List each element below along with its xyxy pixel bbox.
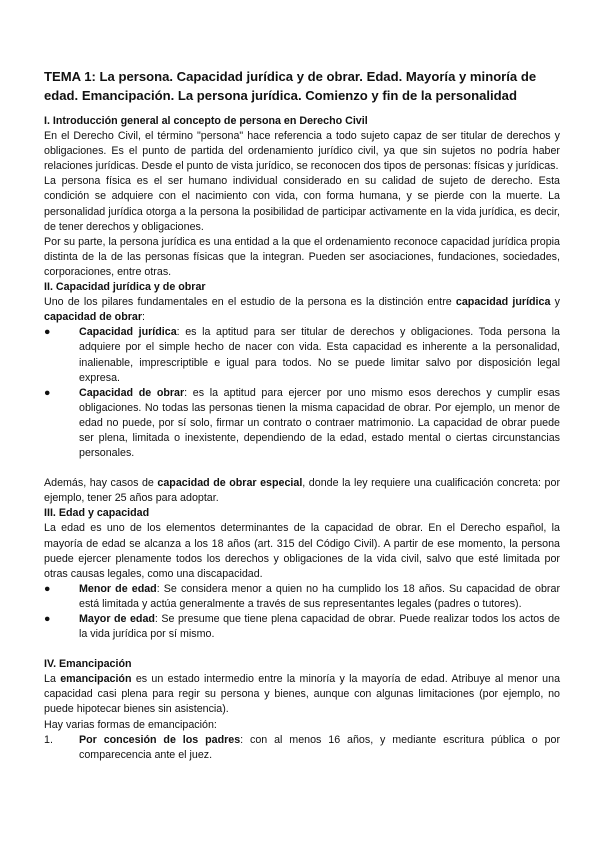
paragraph: Por su parte, la persona jurídica es una entidad a la que el ordenamiento reconoce capacidad jurídica propia distinta de la de las personas físicas que la integran. Pueden ser asociaciones, fundaciones, sociedades, corporaciones, entre otras. — [44, 235, 560, 278]
bullet-icon: ● — [44, 582, 51, 595]
list-item: ● Mayor de edad: Se presume que tiene plena capacidad de obrar. Puede realizar todos los actos de la vida jurídica por sí mismo. — [44, 612, 560, 642]
document-page — [44, 68, 560, 763]
section-heading-1: I. Introducción general al concepto de persona en Derecho Civil — [44, 115, 368, 127]
list-item: ● Menor de edad: Se considera menor a quien no ha cumplido los 18 años. Su capacidad de obrar está limitada y actúa generalmente a través de sus representantes legales (padres o tutores). — [44, 582, 560, 612]
bullet-icon: ● — [44, 326, 51, 339]
paragraph: La edad es uno de los elementos determinantes de la capacidad de obrar. En el Derecho español, la mayoría de edad se alcanza a los 18 años (art. 315 del Código Civil). A partir de ese momento, la persona puede ejercer plenamente todos los derechos y obligaciones de la vida civil, salvo que esté limitada por otras causas legales, como una discapacidad. — [44, 522, 560, 580]
paragraph: La persona física es el ser humano individual considerado en su calidad de sujeto de derecho. Esta condición se adquiere con el nacimiento con vida, con forma humana, y se pierde con la muerte. La personalidad jurídica otorga a la persona la posibilidad de participar activamente en la vida jurídica, es decir, de tener derechos y obligaciones. — [44, 175, 560, 233]
spacer — [44, 461, 560, 476]
numbered-item: 1. Por concesión de los padres: con al menos 16 años, y mediante escritura pública o por comparecencia ante el juez. — [44, 733, 560, 763]
list-item: ● Capacidad jurídica: es la aptitud para ser titular de derechos y obligaciones. Toda persona la adquiere por el simple hecho de nacer con vida. Esta capacidad es inherente a la personalidad, inalienable, imprescriptible e igual para todos. No se puede limitar salvo por disposición legal expresa. — [44, 325, 560, 385]
section-heading-3: III. Edad y capacidad — [44, 507, 150, 520]
section-heading-4: IV. Emancipación — [44, 658, 132, 671]
paragraph: En el Derecho Civil, el término "persona" hace referencia a todo sujeto capaz de ser titular de derechos y obligaciones. Es el punto de partida del ordenamiento jurídico civil, ya que sin sujetos no podría haber relaciones jurídicas. Desde el punto de vista jurídico, se reconocen dos tipos de personas: físicas y jurídicas. — [44, 130, 560, 173]
paragraph: Además, hay casos de capacidad de obrar especial, donde la ley requiere una cualificación concreta: por ejemplo, tener 25 años para adoptar. — [44, 477, 560, 505]
paragraph: Uno de los pilares fundamentales en el estudio de la persona es la distinción entre capacidad jurídica y capacidad de obrar: — [44, 296, 560, 324]
paragraph: Hay varias formas de emancipación: — [44, 718, 217, 731]
paragraph: La emancipación es un estado intermedio entre la minoría y la mayoría de edad. Atribuye al menor una capacidad casi plena para regir su persona y bienes, aunque con algunas limitaciones (por ejemplo, no puede hipotecar bienes sin asistencia). — [44, 673, 561, 716]
document-title: TEMA 1: La persona. Capacidad jurídica y de obrar. Edad. Mayoría y minoría de edad. Emancipación. La persona jurídica. Comienzo y fin de la personalidad — [44, 69, 537, 103]
section-heading-2: II. Capacidad jurídica y de obrar — [44, 281, 206, 294]
list-item: ● Capacidad de obrar: es la aptitud para ejercer por uno mismo esos derechos y cumplir esas obligaciones. No todas las personas tienen la misma capacidad de obrar. Por ejemplo, un menor de edad no puede, por sí solo, firmar un contrato o contraer matrimonio. La capacidad de obrar puede ser plena, limitada o inexistente, dependiendo de la edad, estado mental o ciertas circunstancias personales. — [44, 386, 560, 461]
item-number: 1. — [44, 733, 53, 746]
spacer — [44, 642, 560, 657]
bullet-icon: ● — [44, 386, 51, 399]
bullet-icon: ● — [44, 613, 51, 625]
